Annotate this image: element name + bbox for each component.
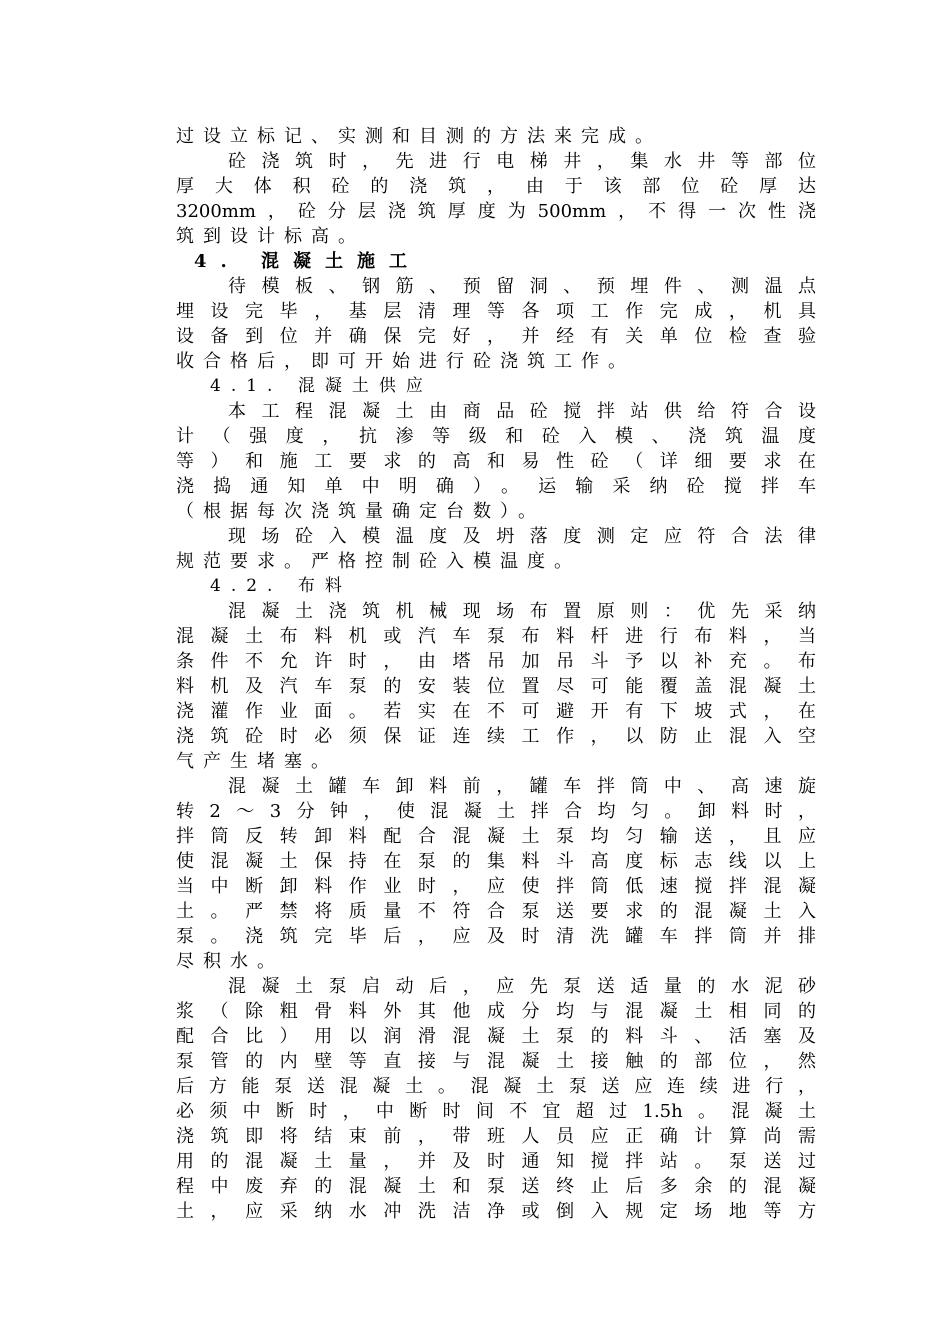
paragraph-last-line: 收合格后，即可开始进行砼浇筑工作。 [176,351,635,372]
paragraph-first-line: 混凝土罐车卸料前，罐车拌筒中、高速旋 [228,776,816,797]
body-text-line: 埋设完毕，基层清理等各项工作完成，机具 [176,301,816,322]
paragraph-first-line: 混凝土浇筑机械现场布置原则：优先采纳 [228,601,816,622]
paragraph-last-line: （根据每次浇筑量确定台数）。 [176,501,545,522]
body-text-line: 泵管的内壁等直接与混凝土接触的部位，然 [176,1051,816,1072]
paragraph-first-line: 砼浇筑时，先进行电梯井，集水井等部位 [228,151,816,172]
body-text-line: 浇捣通知单中明确）。运输采纳砼搅拌车 [176,476,816,497]
paragraph-first-line: 待模板、钢筋、预留洞、预埋件、测温点 [228,276,816,297]
body-text-line: 等）和施工要求的高和易性砼（详细要求在 [176,451,816,472]
body-text-line: 用的混凝土量，并及时通知搅拌站。泵送过 [176,1151,816,1172]
body-text-line: 混凝土布料机或汽车泵布料杆进行布料，当 [176,626,816,647]
section-heading: 4. 混凝土施工 [194,251,422,272]
subsection-heading: 4.1. 混凝土供应 [210,376,433,396]
body-text-line: 必须中断时，中断时间不宜超过1.5h。混凝土 [176,1101,816,1122]
paragraph-last-line: 尽积水。 [176,951,284,972]
paragraph-first-line: 现场砼入模温度及坍落度测定应符合法律 [228,526,816,547]
body-text-line: 浆（除粗骨料外其他成分均与混凝土相同的 [176,1001,816,1022]
body-text-line: 程中废弃的混凝土和泵送终止后多余的混凝 [176,1176,816,1197]
body-text-line: 当中断卸料作业时，应使拌筒低速搅拌混凝 [176,876,816,897]
body-text-line: 浇灌作业面。若实在不可避开有下坡式，在 [176,701,816,722]
paragraph-last-line: 过设立标记、实测和目测的方法来完成。 [176,126,662,147]
body-text-line: 浇筑砼时必须保证连续工作，以防止混入空 [176,726,816,747]
body-text-line: 设备到位并确保完好，并经有关单位检查验 [176,326,816,347]
subsection-heading: 4.2. 布料 [210,576,352,596]
body-text-line: 土，应采纳水冲洗洁净或倒入规定场地等方 [176,1201,816,1222]
body-text-line: 配合比）用以润滑混凝土泵的料斗、活塞及 [176,1026,816,1047]
body-text-line: 浇筑即将结束前，带班人员应正确计算尚需 [176,1126,816,1147]
body-text-line: 转2～3分钟，使混凝土拌合均匀。卸料时， [176,801,816,822]
body-text-line: 后方能泵送混凝土。混凝土泵送应连续进行， [176,1076,816,1097]
body-text-line: 3200mm，砼分层浇筑厚度为500mm，不得一次性浇 [176,201,816,222]
body-text-line: 使混凝土保持在泵的集料斗高度标志线以上 [176,851,816,872]
body-text-line: 条件不允许时，由塔吊加吊斗予以补充。布 [176,651,816,672]
paragraph-last-line: 规范要求。严格控制砼入模温度。 [176,551,581,572]
body-text-line: 厚大体积砼的浇筑，由于该部位砼厚达 [176,176,816,197]
body-text-line: 泵。浇筑完毕后，应及时清洗罐车拌筒并排 [176,926,816,947]
paragraph-first-line: 混凝土泵启动后，应先泵送适量的水泥砂 [228,976,816,997]
body-text-line: 土。严禁将质量不符合泵送要求的混凝土入 [176,901,816,922]
body-text-line: 料机及汽车泵的安装位置尽可能覆盖混凝土 [176,676,816,697]
body-text-line: 拌筒反转卸料配合混凝土泵均匀输送，且应 [176,826,816,847]
body-text-line: 计（强度，抗渗等级和砼入模、浇筑温度 [176,426,816,447]
paragraph-first-line: 本工程混凝土由商品砼搅拌站供给符合设 [228,401,816,422]
paragraph-last-line: 筑到设计标高。 [176,226,365,247]
document-page [176,124,816,1224]
paragraph-last-line: 气产生堵塞。 [176,751,338,772]
